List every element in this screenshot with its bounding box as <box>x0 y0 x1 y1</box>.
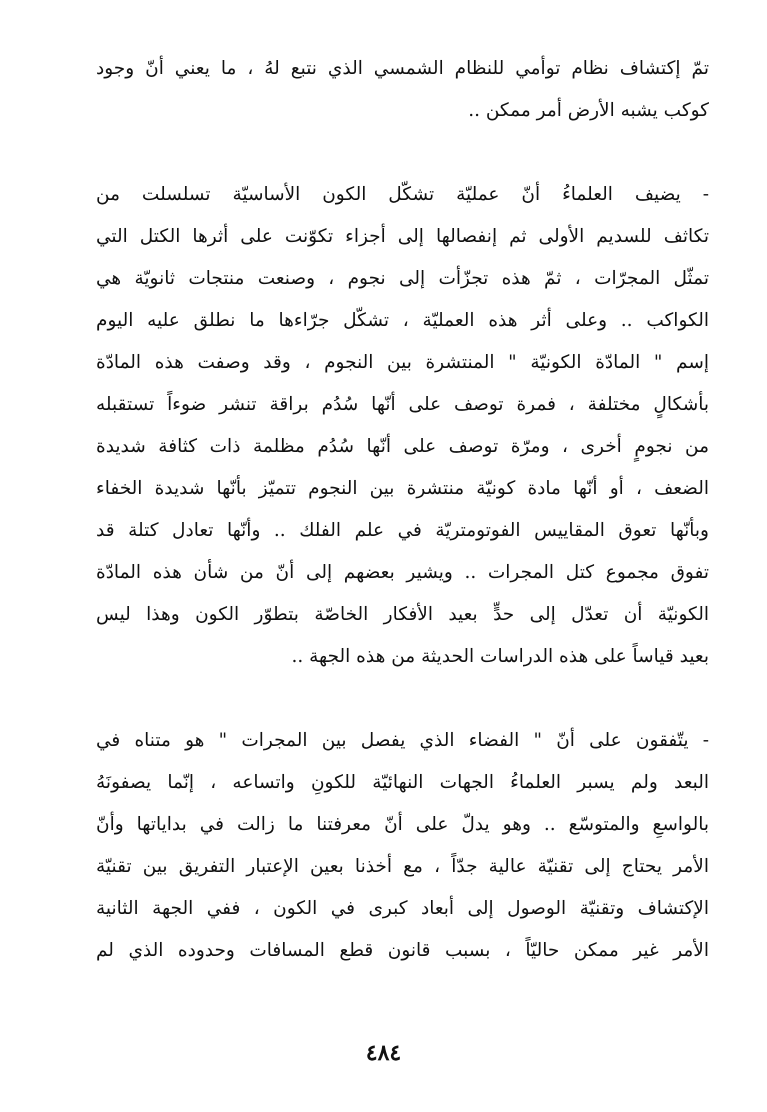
text-line: - يضيف العلماءُ أنّ عمليّة تشكّل الكون الأساسيّة تسلسلت من <box>96 184 709 205</box>
text-line: - يتّفقون على أنّ " الفضاء الذي يفصل بين المجرات " هو متناه في <box>96 730 709 751</box>
text-line: كوكب يشبه الأرض أمر ممكن .. <box>468 100 709 121</box>
text-line: وبأنّها تعوق المقاييس الفوتومتريّة في علم الفلك .. وأنّها تعادل كتلة قد <box>96 520 709 541</box>
text-line: تمثّل المجرّات ، ثمّ هذه تجزّأت إلى نجوم ، وصنعت منتجات ثانويّة هي <box>96 268 709 289</box>
text-line: البعد ولم يسبر العلماءُ الجهات النهائيّة للكونِ واتساعه ، إنّما يصفونَهُ <box>96 772 709 793</box>
paragraph-gap <box>96 678 709 720</box>
text-line: تكاثف للسديم الأولى ثم إنفصالها إلى أجزاء تكوّنت على أثرها الكتل التي <box>96 226 709 247</box>
text-line: الأمر يحتاج إلى تقنيّة عالية جدّاً ، مع أخذنا بعين الإعتبار التفريق بين تقنيّة <box>96 856 709 877</box>
text-line: بأشكالٍ مختلفة ، فمرة توصف على أنّها سُدُم براقة تنشر ضوءاً تستقبله <box>96 394 709 415</box>
text-line: تفوق مجموع كتل المجرات .. ويشير بعضهم إلى أنّ من شأن هذه المادّة <box>96 562 709 583</box>
page-text <box>96 48 709 972</box>
text-line: بالواسعِ والمتوسّع .. وهو يدلّ على أنّ معرفتنا ما زالت في بداياتها وأنّ <box>96 814 709 835</box>
text-line: الإكتشاف وتقنيّة الوصول إلى أبعاد كبرى في الكون ، ففي الجهة الثانية <box>96 898 709 919</box>
paragraph-1 <box>96 48 709 132</box>
text-line: من نجومٍ أخرى ، ومرّة توصف على أنّها سُدُم مظلمة ذات كثافة شديدة <box>96 436 709 457</box>
text-line: الكونيّة أن تعدّل إلى حدٍّ بعيد الأفكار الخاصّة بتطوّر الكون وهذا ليس <box>96 604 709 625</box>
text-line: تمّ إكتشاف نظام توأمي للنظام الشمسي الذي نتبع لهُ ، ما يعني أنّ وجود <box>96 58 709 79</box>
text-line: الضعف ، أو أنّها مادة كونيّة منتشرة بين النجوم تتميّز بأنّها شديدة الخفاء <box>96 478 709 499</box>
text-line: الكواكب .. وعلى أثر هذه العمليّة ، تشكّل جرّاءها ما نطلق عليه اليوم <box>96 310 709 331</box>
text-line: الأمر غير ممكن حاليّاً ، بسبب قانون قطع المسافات وحدوده الذي لم <box>96 940 709 961</box>
text-line: إسم " المادّة الكونيّة " المنتشرة بين النجوم ، وقد وصفت هذه المادّة <box>96 352 709 373</box>
paragraph-2 <box>96 174 709 678</box>
text-line: بعيد قياساً على هذه الدراسات الحديثة من هذه الجهة .. <box>291 646 709 667</box>
page-number: ٤٨٤ <box>365 1040 402 1066</box>
paragraph-3 <box>96 720 709 972</box>
paragraph-gap <box>96 132 709 174</box>
